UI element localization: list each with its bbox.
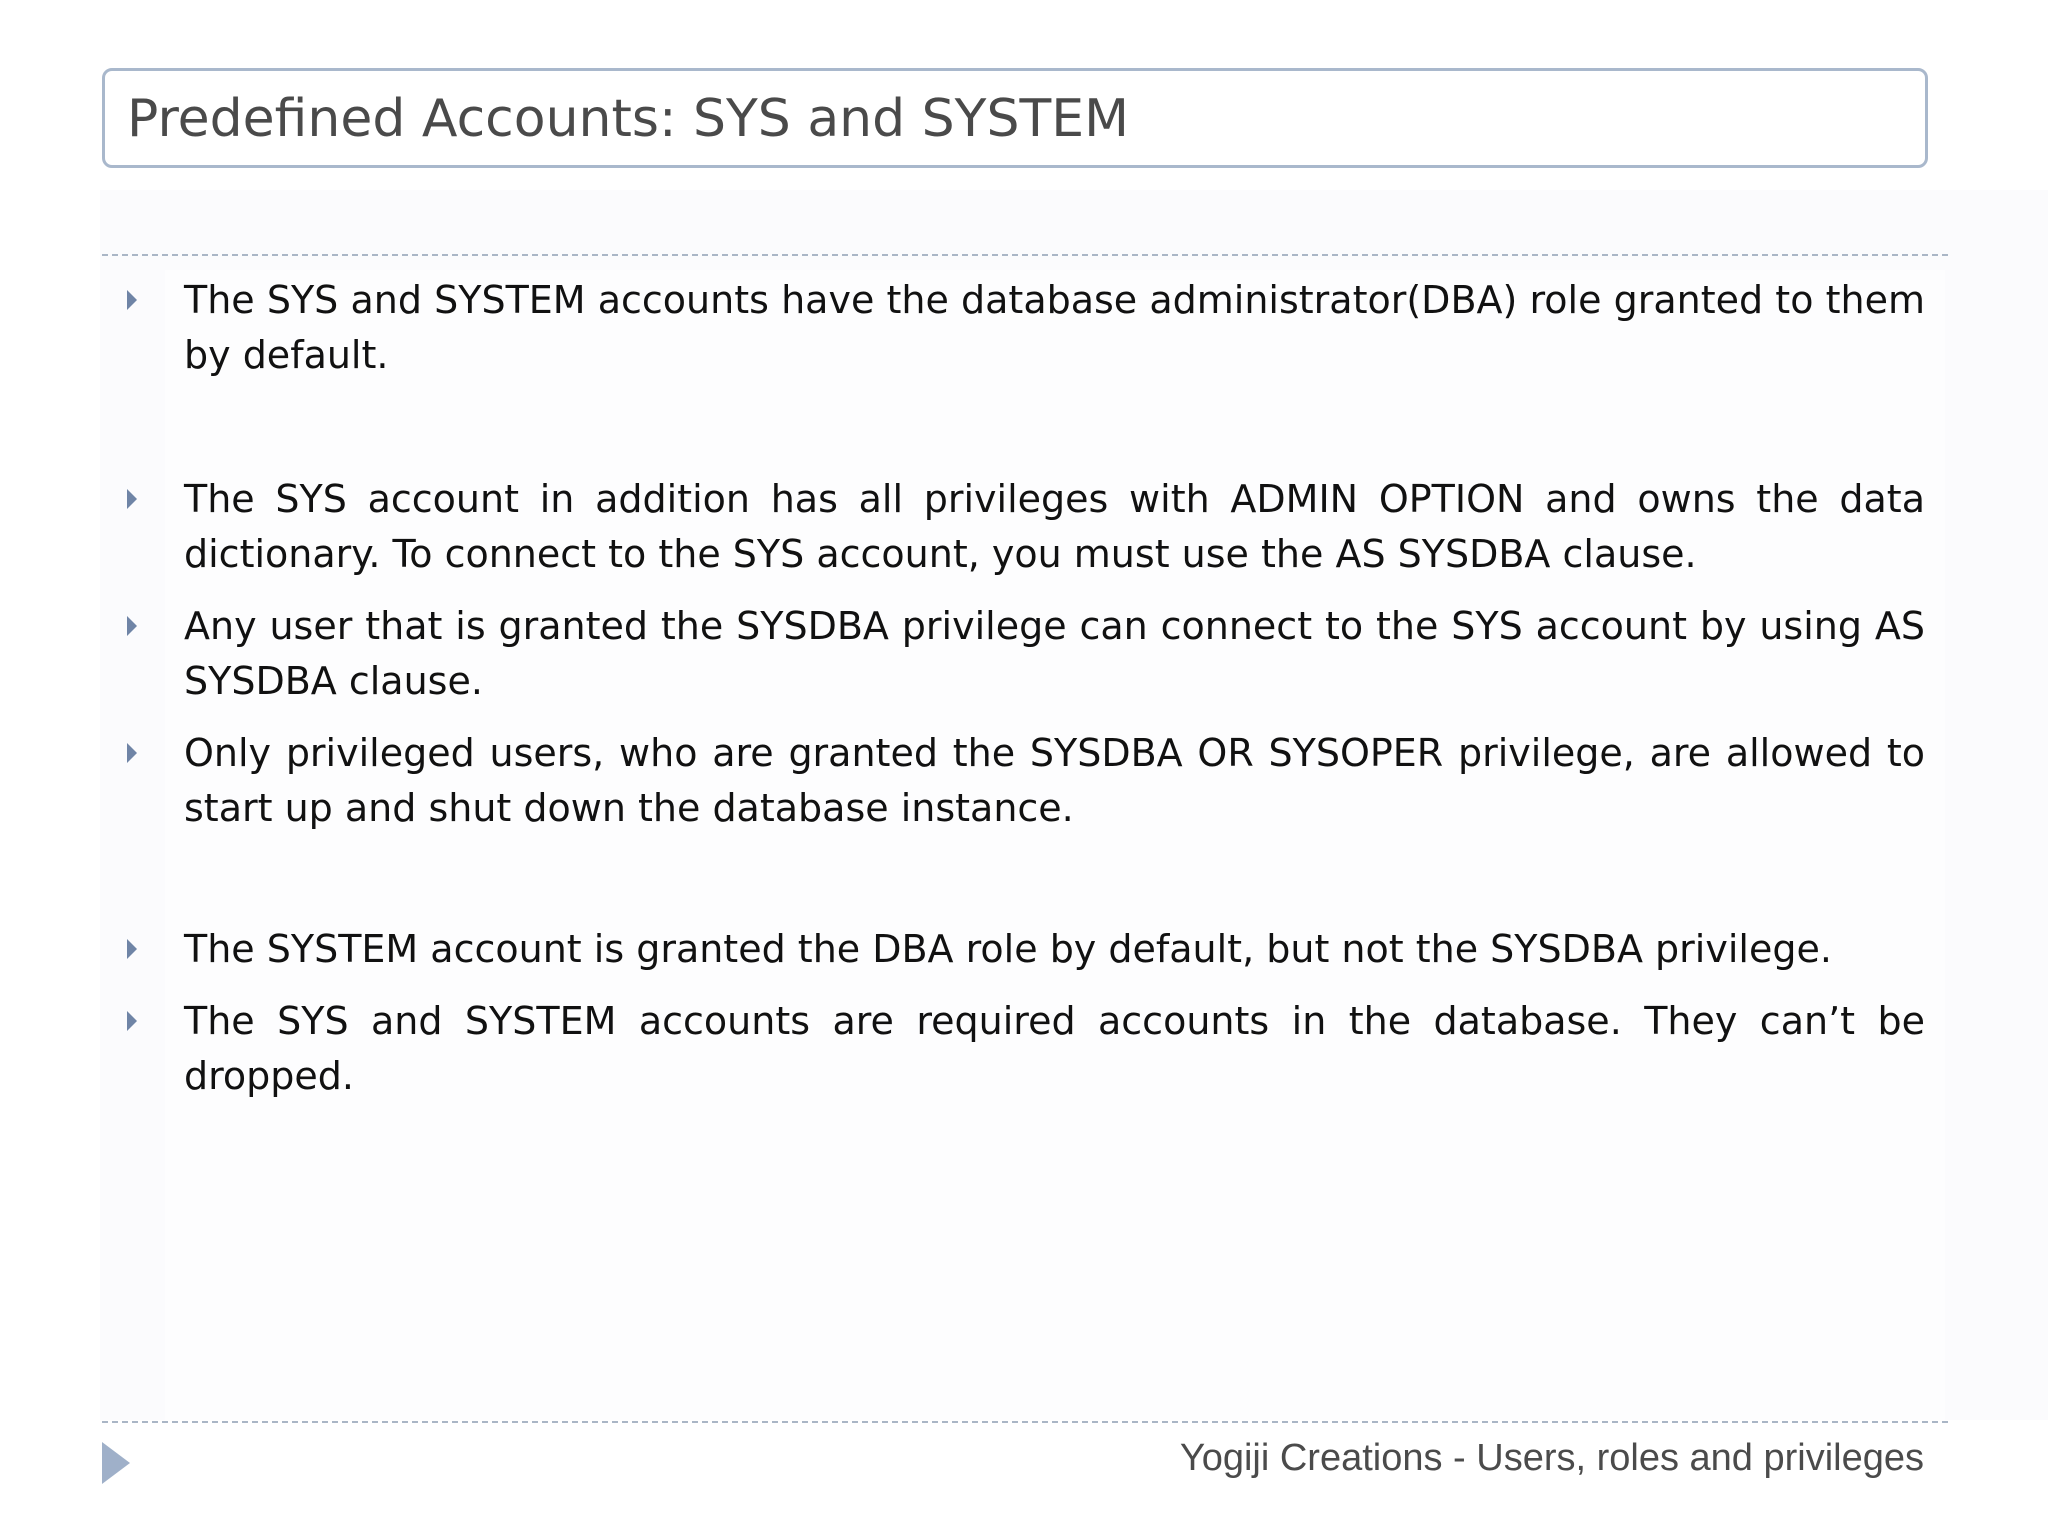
bullet-item <box>122 273 1925 383</box>
bullet-text: The SYS and SYSTEM accounts are required accounts in the database. They can’t be dropped. <box>184 999 1925 1098</box>
bullet-list <box>122 273 1925 1104</box>
right-triangle-icon <box>127 743 137 763</box>
bullet-text: The SYS and SYSTEM accounts have the database administrator(DBA) role granted to them by default. <box>184 278 1925 377</box>
title-box <box>102 68 1928 168</box>
bullet-text: The SYS account in addition has all privileges with ADMIN OPTION and owns the data dictionary. To connect to the SYS account, you must use the AS SYSDBA clause. <box>184 477 1925 576</box>
right-triangle-icon <box>127 616 137 636</box>
bullet-text: Only privileged users, who are granted the SYSDBA OR SYSOPER privilege, are allowed to start up and shut down the database instance. <box>184 731 1925 830</box>
footer-divider <box>102 1421 1948 1423</box>
right-triangle-icon <box>127 290 137 310</box>
bullet-text: The SYSTEM account is granted the DBA role by default, but not the SYSDBA privilege. <box>184 927 1832 971</box>
right-triangle-icon <box>127 489 137 509</box>
bullet-item <box>122 472 1925 582</box>
footer-arrow-icon <box>102 1442 130 1484</box>
footer-text: Yogiji Creations - Users, roles and privileges <box>1179 1437 1924 1479</box>
top-divider <box>102 254 1948 256</box>
bullet-item <box>122 599 1925 709</box>
bullet-item <box>122 726 1925 836</box>
bullet-text: Any user that is granted the SYSDBA privilege can connect to the SYS account by using AS SYSDBA clause. <box>184 604 1925 703</box>
slide-title: Predefined Accounts: SYS and SYSTEM <box>127 89 1129 149</box>
right-triangle-icon <box>127 939 137 959</box>
right-triangle-icon <box>127 1011 137 1031</box>
bullet-item <box>122 922 1925 977</box>
bullet-item <box>122 994 1925 1104</box>
